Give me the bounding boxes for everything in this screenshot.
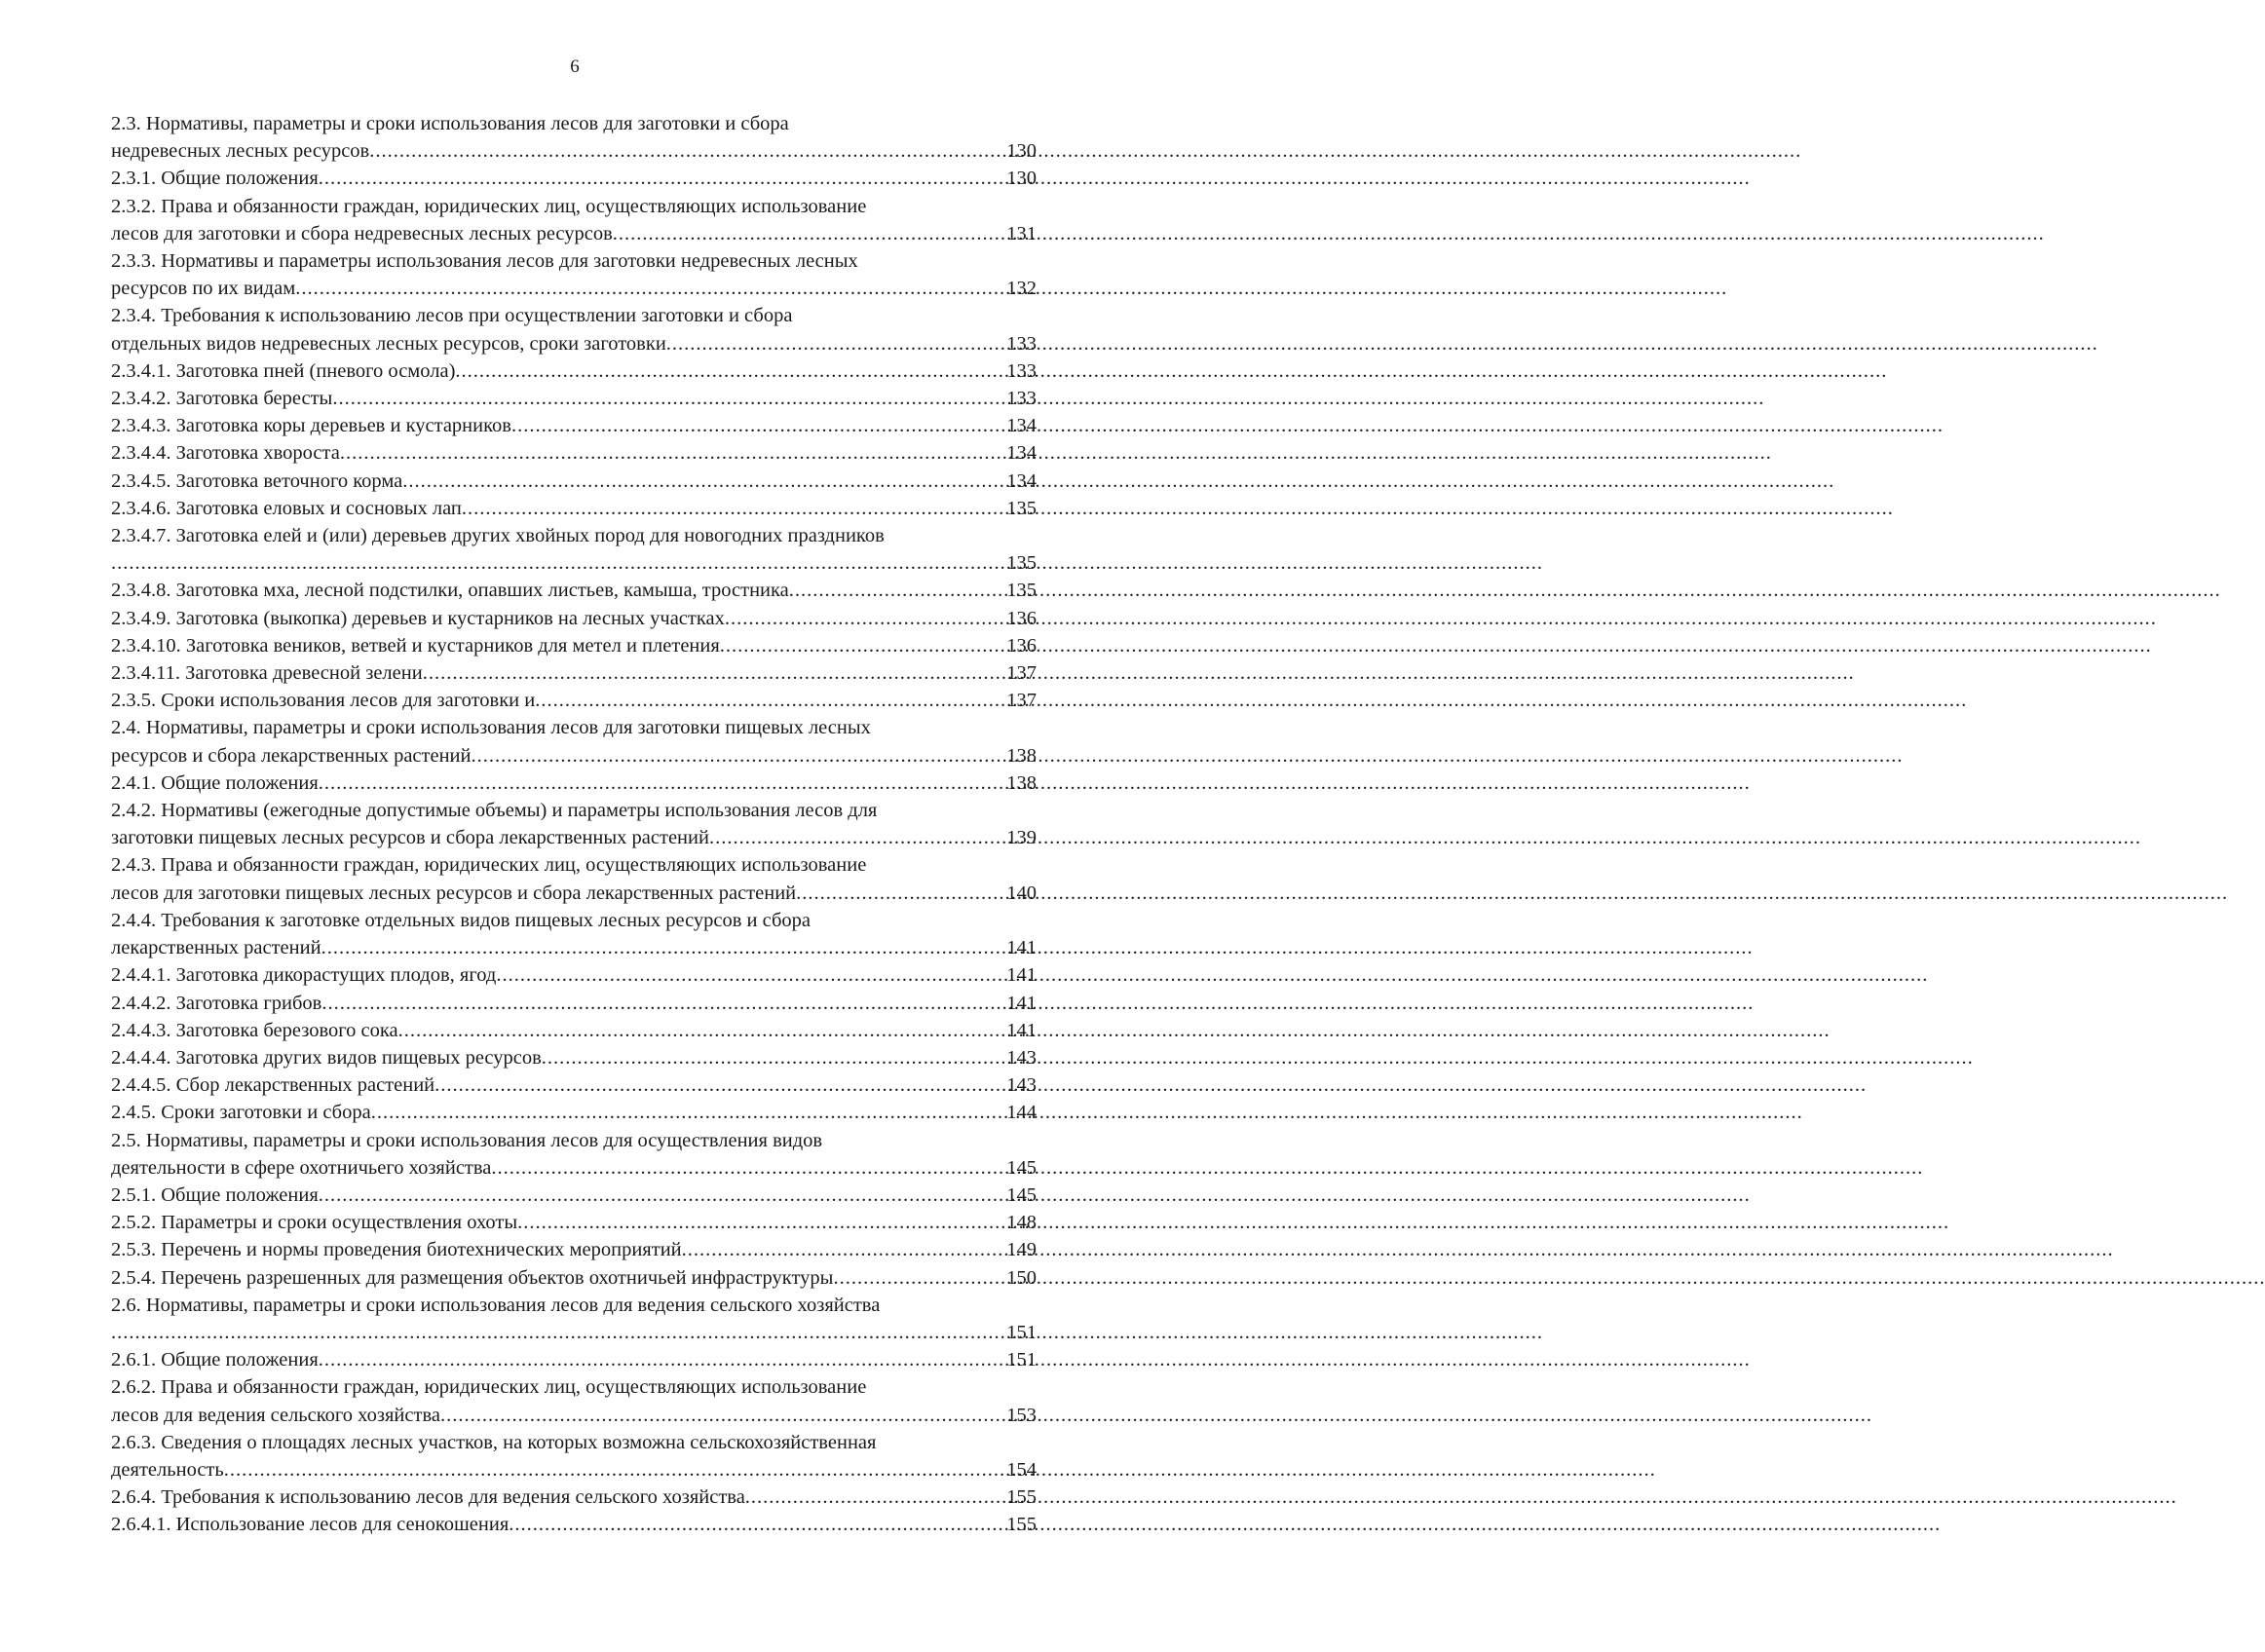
toc-entry-line — [111, 1483, 1037, 1511]
dot-leader — [491, 1154, 1004, 1182]
dot-leader — [666, 330, 1004, 357]
toc-entry-title: 2.4.2. Нормативы (ежегодные допустимые объемы) и параметры использования лесов для — [111, 800, 878, 822]
toc-entry-title: 2.3.4.7. Заготовка елей и (или) деревьев других хвойных пород для новогодних праздников — [111, 525, 885, 547]
toc-page-number: 133 — [1006, 359, 1037, 382]
toc-entry-title: 2.6.3. Сведения о площадях лесных участков, на которых возможна сельскохозяйственная — [111, 1431, 877, 1453]
dot-leader — [709, 824, 1004, 851]
toc-page-number: 130 — [1006, 168, 1037, 190]
toc-entry-line — [111, 330, 1037, 357]
toc-entry[interactable] — [111, 907, 1037, 961]
toc-entry-title: 2.4.4.4. Заготовка других видов пищевых ресурсов — [111, 1046, 542, 1069]
toc-entry-line — [111, 1182, 1037, 1209]
toc-entry-line — [111, 357, 1037, 385]
toc-entry[interactable] — [111, 1483, 1037, 1511]
toc-entry-title: 2.3. Нормативы, параметры и сроки использования лесов для заготовки и сбора — [111, 113, 789, 134]
toc-page-number: 145 — [1006, 1156, 1037, 1179]
toc-page-number: 151 — [1006, 1321, 1037, 1343]
toc-entry-title: 2.3.2. Права и обязанности граждан, юридических лиц, осуществляющих использование — [111, 195, 867, 217]
page-number: 6 — [570, 56, 580, 77]
toc-entry[interactable] — [111, 605, 1037, 632]
toc-entry-title: 2.4.4.1. Заготовка дикорастущих плодов, ягод — [111, 964, 497, 987]
toc-entry-line — [111, 1154, 1037, 1182]
toc-entry-title: 2.3.3. Нормативы и параметры использования лесов для заготовки недревесных лесных — [111, 250, 858, 273]
toc-entry-title: 2.4.4. Требования к заготовке отдельных видов пищевых лесных ресурсов и сбора — [111, 909, 812, 931]
dot-leader — [542, 1044, 1004, 1071]
toc-entry-line — [111, 797, 1037, 824]
toc-entry[interactable] — [111, 1373, 1037, 1428]
toc-page-number: 151 — [1006, 1349, 1037, 1371]
toc-entry-line — [111, 468, 1037, 495]
toc-page-number: 141 — [1006, 937, 1037, 959]
toc-page-number: 135 — [1006, 552, 1037, 575]
dot-leader — [535, 687, 1004, 714]
toc-entry-line — [111, 549, 1037, 577]
toc-page-number: 143 — [1006, 1074, 1037, 1097]
dot-leader — [402, 468, 1004, 495]
dot-leader — [434, 1071, 1004, 1099]
toc-entry[interactable] — [111, 495, 1037, 522]
toc-page-number: 138 — [1006, 744, 1037, 767]
toc-page-number: 145 — [1006, 1183, 1037, 1206]
toc-page-number: 132 — [1006, 278, 1037, 300]
toc-entry-title: 2.6. Нормативы, параметры и сроки использования лесов для ведения сельского хозяйства — [111, 1294, 881, 1316]
toc-page-number: 135 — [1006, 497, 1037, 519]
toc-entry[interactable] — [111, 1346, 1037, 1373]
toc-entry-line — [111, 1292, 1037, 1319]
toc-entry[interactable] — [111, 1071, 1037, 1099]
toc-page-number: 136 — [1006, 607, 1037, 629]
dot-leader — [111, 1319, 1004, 1346]
toc-page-number: 137 — [1006, 662, 1037, 685]
toc-entry-title: лесов для заготовки пищевых лесных ресурсов и сбора лекарственных растений — [111, 882, 797, 904]
toc-entry-line — [111, 439, 1037, 467]
toc-entry[interactable] — [111, 193, 1037, 247]
toc-page-number: 137 — [1006, 690, 1037, 712]
toc-entry[interactable] — [111, 577, 1037, 604]
toc-entry-line — [111, 1456, 1037, 1483]
toc-entry[interactable] — [111, 468, 1037, 495]
table-of-contents — [111, 110, 1037, 1539]
toc-entry-line — [111, 275, 1037, 302]
toc-page-number: 154 — [1006, 1458, 1037, 1481]
toc-page-number: 144 — [1006, 1102, 1037, 1124]
toc-entry-title: 2.3.4.6. Заготовка еловых и сосновых лап — [111, 497, 462, 519]
toc-entry[interactable] — [111, 659, 1037, 687]
toc-entry-title: 2.3.4.2. Заготовка бересты — [111, 388, 333, 410]
toc-entry-title: лесов для ведения сельского хозяйства — [111, 1404, 440, 1426]
toc-entry-title: 2.4.4.5. Сбор лекарственных растений — [111, 1074, 435, 1097]
toc-entry-title: 2.3.4.3. Заготовка коры деревьев и кустарников — [111, 415, 511, 437]
dot-leader — [321, 990, 1004, 1017]
toc-entry-line — [111, 659, 1037, 687]
toc-entry-line — [111, 1044, 1037, 1071]
toc-entry-line — [111, 302, 1037, 329]
dot-leader — [789, 577, 1004, 604]
toc-page-number: 138 — [1006, 771, 1037, 794]
toc-entry-line — [111, 1209, 1037, 1236]
toc-entry-line — [111, 220, 1037, 247]
toc-entry[interactable] — [111, 687, 1037, 714]
toc-page-number: 136 — [1006, 634, 1037, 657]
dot-leader — [321, 934, 1005, 961]
toc-page-number: 155 — [1006, 1486, 1037, 1509]
toc-entry[interactable] — [111, 714, 1037, 769]
toc-entry-title: 2.4.5. Сроки заготовки и сбора — [111, 1102, 371, 1124]
toc-entry-line — [111, 1373, 1037, 1401]
toc-entry[interactable] — [111, 1127, 1037, 1182]
toc-page-number: 148 — [1006, 1212, 1037, 1234]
toc-entry[interactable] — [111, 110, 1037, 165]
toc-entry[interactable] — [111, 247, 1037, 302]
toc-entry-title: 2.6.2. Права и обязанности граждан, юридических лиц, осуществляющих использование — [111, 1376, 867, 1399]
toc-page-number: 135 — [1006, 580, 1037, 602]
toc-entry-title: 2.5.1. Общие положения — [111, 1183, 319, 1206]
dot-leader — [462, 495, 1004, 522]
toc-entry-line — [111, 1511, 1037, 1538]
dot-leader — [295, 275, 1004, 302]
toc-page-number: 143 — [1006, 1046, 1037, 1069]
toc-entry[interactable] — [111, 1099, 1037, 1126]
toc-entry[interactable] — [111, 1182, 1037, 1209]
dot-leader — [423, 659, 1005, 687]
dot-leader — [720, 632, 1004, 659]
toc-entry-line — [111, 990, 1037, 1017]
dot-leader — [511, 412, 1004, 439]
toc-entry-line — [111, 412, 1037, 439]
toc-page-number: 133 — [1006, 388, 1037, 410]
toc-entry-title: 2.3.4.9. Заготовка (выкопка) деревьев и кустарников на лесных участках — [111, 607, 725, 629]
toc-entry-title: 2.3.1. Общие положения — [111, 168, 319, 190]
toc-entry-title: 2.5.4. Перечень разрешенных для размещения объектов охотничьей инфраструктуры — [111, 1266, 834, 1289]
toc-entry-title: 2.4. Нормативы, параметры и сроки использования лесов для заготовки пищевых лесных — [111, 717, 871, 739]
toc-page-number: 141 — [1006, 964, 1037, 987]
toc-entry-title: ресурсов и сбора лекарственных растений — [111, 744, 472, 767]
toc-entry-title: 2.3.4. Требования к использованию лесов при осуществлении заготовки и сбора — [111, 305, 793, 327]
toc-entry-title: 2.4.1. Общие положения — [111, 771, 319, 794]
toc-entry-line — [111, 165, 1037, 192]
toc-entry-line — [111, 714, 1037, 741]
dot-leader — [613, 220, 1004, 247]
toc-entry[interactable] — [111, 632, 1037, 659]
toc-entry-title: 2.3.4.5. Заготовка веточного корма — [111, 469, 403, 492]
toc-entry-title: 2.6.4.1. Использование лесов для сенокошения — [111, 1514, 510, 1536]
toc-entry-title: 2.6.4. Требования к использованию лесов для ведения сельского хозяйства — [111, 1486, 745, 1509]
dot-leader — [340, 439, 1004, 467]
toc-entry-title: 2.4.4.2. Заготовка грибов — [111, 992, 322, 1014]
toc-entry[interactable] — [111, 165, 1037, 192]
toc-entry-line — [111, 907, 1037, 934]
toc-page-number: 153 — [1006, 1404, 1037, 1426]
dot-leader — [496, 961, 1004, 989]
toc-entry-line — [111, 742, 1037, 770]
toc-entry-line — [111, 824, 1037, 851]
toc-entry-title: деятельности в сфере охотничьего хозяйства — [111, 1156, 492, 1179]
dot-leader — [319, 1182, 1005, 1209]
toc-entry-line — [111, 110, 1037, 137]
dot-leader — [833, 1264, 1004, 1292]
toc-entry-line — [111, 880, 1037, 907]
dot-leader — [509, 1511, 1004, 1538]
toc-page-number: 134 — [1006, 442, 1037, 465]
toc-page-number: 134 — [1006, 415, 1037, 437]
toc-entry-title: заготовки пищевых лесных ресурсов и сбора лекарственных растений — [111, 827, 709, 849]
toc-entry[interactable] — [111, 851, 1037, 906]
dot-leader — [455, 357, 1004, 385]
toc-entry[interactable] — [111, 1292, 1037, 1346]
toc-entry-title: 2.3.4.8. Заготовка мха, лесной подстилки, опавших листьев, камыша, тростника — [111, 580, 789, 602]
toc-entry-title: деятельность — [111, 1458, 224, 1481]
toc-entry-line — [111, 247, 1037, 275]
toc-entry-line — [111, 1071, 1037, 1099]
dot-leader — [371, 1099, 1005, 1126]
toc-page-number: 139 — [1006, 827, 1037, 849]
toc-entry-line — [111, 1346, 1037, 1373]
toc-entry[interactable] — [111, 1017, 1037, 1044]
toc-page-number: 130 — [1006, 140, 1037, 163]
toc-entry-line — [111, 632, 1037, 659]
toc-entry-line — [111, 1319, 1037, 1346]
toc-entry[interactable] — [111, 1209, 1037, 1236]
toc-entry[interactable] — [111, 302, 1037, 357]
toc-entry-title: 2.3.4.11. Заготовка древесной зелени — [111, 662, 423, 685]
toc-entry-line — [111, 851, 1037, 879]
dot-leader — [517, 1209, 1004, 1236]
toc-page-number: 149 — [1006, 1239, 1037, 1261]
toc-entry-line — [111, 934, 1037, 961]
toc-entry[interactable] — [111, 522, 1037, 577]
toc-entry-title: 2.5.3. Перечень и нормы проведения биотехнических мероприятий — [111, 1239, 682, 1261]
toc-entry-title: лекарственных растений — [111, 937, 321, 959]
toc-entry-title: 2.4.3. Права и обязанности граждан, юридических лиц, осуществляющих использование — [111, 854, 867, 877]
toc-entry-title: 2.5.2. Параметры и сроки осуществления охоты — [111, 1212, 518, 1234]
toc-entry-title: лесов для заготовки и сбора недревесных лесных ресурсов — [111, 222, 613, 244]
dot-leader — [440, 1402, 1004, 1429]
dot-leader — [332, 385, 1004, 412]
toc-entry-line — [111, 193, 1037, 220]
dot-leader — [111, 549, 1004, 577]
toc-entry-title: недревесных лесных ресурсов — [111, 140, 370, 163]
toc-entry-line — [111, 687, 1037, 714]
toc-entry-title: 2.3.4.1. Заготовка пней (пневого осмола) — [111, 359, 456, 382]
toc-page-number: 141 — [1006, 1019, 1037, 1041]
dot-leader — [682, 1236, 1005, 1263]
toc-page-number: 134 — [1006, 469, 1037, 492]
toc-entry[interactable] — [111, 412, 1037, 439]
dot-leader — [319, 770, 1005, 797]
dot-leader — [796, 880, 1004, 907]
toc-page-number: 150 — [1006, 1266, 1037, 1289]
toc-entry-title: 2.4.4.3. Заготовка березового сока — [111, 1019, 398, 1041]
dot-leader — [319, 1346, 1005, 1373]
toc-entry-line — [111, 1402, 1037, 1429]
dot-leader — [224, 1456, 1005, 1483]
toc-page-number: 133 — [1006, 332, 1037, 355]
toc-entry[interactable] — [111, 1236, 1037, 1263]
toc-page-number: 140 — [1006, 882, 1037, 904]
toc-entry-line — [111, 1127, 1037, 1154]
toc-entry-title: отдельных видов недревесных лесных ресурсов, сроки заготовки — [111, 332, 666, 355]
toc-entry[interactable] — [111, 1511, 1037, 1538]
toc-page-number: 155 — [1006, 1514, 1037, 1536]
toc-entry-title: 2.5. Нормативы, параметры и сроки использования лесов для осуществления видов — [111, 1129, 823, 1151]
toc-entry-line — [111, 605, 1037, 632]
dot-leader — [319, 165, 1005, 192]
toc-entry-title: 2.3.4.10. Заготовка веников, ветвей и кустарников для метел и плетения — [111, 634, 720, 657]
toc-entry[interactable] — [111, 797, 1037, 851]
toc-entry-line — [111, 961, 1037, 989]
toc-entry-line — [111, 495, 1037, 522]
toc-entry[interactable] — [111, 385, 1037, 412]
dot-leader — [745, 1483, 1004, 1511]
toc-entry-line — [111, 1017, 1037, 1044]
toc-entry[interactable] — [111, 1264, 1037, 1292]
toc-entry-line — [111, 137, 1037, 165]
toc-page-number: 131 — [1006, 222, 1037, 244]
toc-entry[interactable] — [111, 770, 1037, 797]
toc-entry-line — [111, 522, 1037, 549]
toc-entry[interactable] — [111, 1429, 1037, 1483]
toc-entry[interactable] — [111, 357, 1037, 385]
toc-entry-title: 2.6.1. Общие положения — [111, 1349, 319, 1371]
toc-entry[interactable] — [111, 990, 1037, 1017]
dot-leader — [725, 605, 1004, 632]
toc-entry[interactable] — [111, 439, 1037, 467]
dot-leader — [369, 137, 1004, 165]
toc-entry-line — [111, 385, 1037, 412]
toc-entry-line — [111, 1099, 1037, 1126]
toc-entry-title: ресурсов по их видам — [111, 278, 296, 300]
toc-entry[interactable] — [111, 961, 1037, 989]
toc-entry-line — [111, 770, 1037, 797]
toc-entry-title: 2.3.5. Сроки использования лесов для заготовки и — [111, 690, 536, 712]
toc-entry-line — [111, 1429, 1037, 1456]
toc-entry-line — [111, 577, 1037, 604]
toc-entry-title: 2.3.4.4. Заготовка хвороста — [111, 442, 340, 465]
dot-leader — [472, 742, 1005, 770]
dot-leader — [398, 1017, 1005, 1044]
toc-page-number: 141 — [1006, 992, 1037, 1014]
toc-entry[interactable] — [111, 1044, 1037, 1071]
toc-entry-line — [111, 1236, 1037, 1263]
toc-entry-line — [111, 1264, 1037, 1292]
